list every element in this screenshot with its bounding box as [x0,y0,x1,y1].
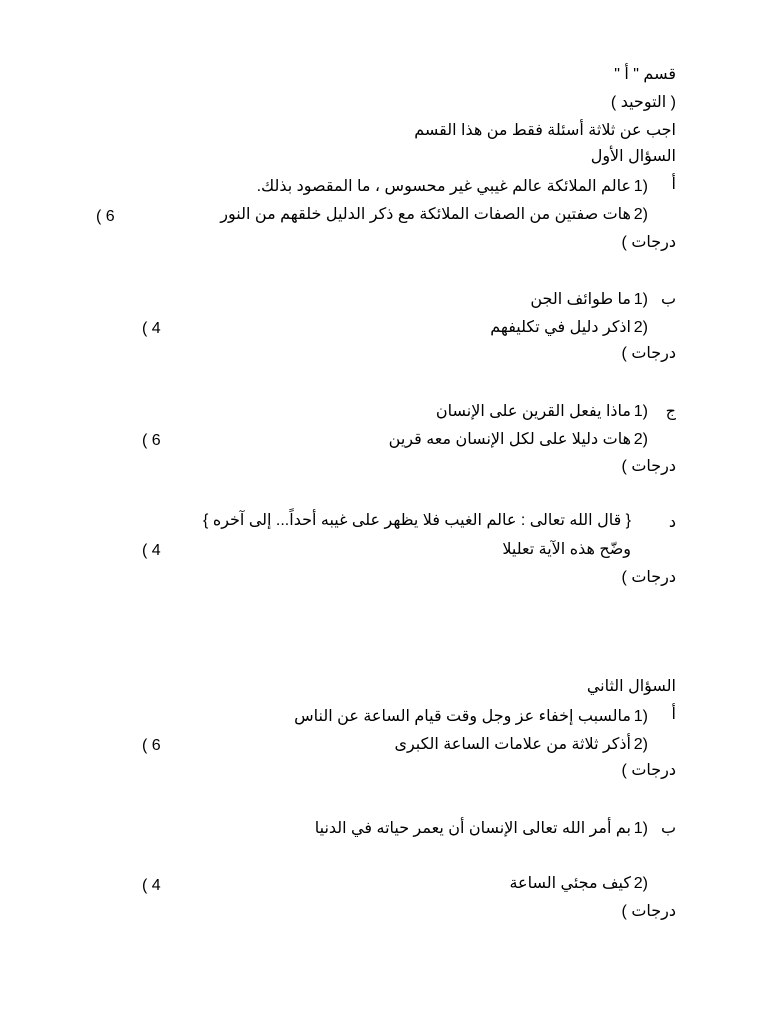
q1-a-letter: أ [671,176,676,193]
q1-c-grades: درجات ) [621,458,676,475]
q1-b-grades: درجات ) [621,345,676,362]
section-heading: قسم " أ " [614,66,676,83]
q2-b-number-1: 1) [633,820,648,837]
q2-b-letter: ب [660,820,676,837]
q1-c-letter: ج [665,403,676,420]
q1-b-item-2: اذكر دليل في تكليفهم [490,319,631,336]
q1-b-mark: ( 4 [142,320,161,337]
q1-a-mark: ( 6 [96,208,115,225]
q1-d-letter: د [668,514,676,531]
q2-b-number-2: 2) [633,875,648,892]
q1-b-item-1: ما طوائف الجن [530,291,631,308]
q2-b-mark: ( 4 [142,877,161,894]
q1-c-mark: ( 6 [142,432,161,449]
subject-heading: ( التوحيد ) [610,94,676,111]
q2-a-item-1: مالسبب إخفاء عز وجل وقت قيام الساعة عن الناس [294,708,631,725]
instruction-text: اجب عن ثلاثة أسئلة فقط من هذا القسم [414,122,676,139]
q1-a-item-1: عالم الملائكة عالم غيبي غير محسوس ، ما المقصود بذلك. [256,178,631,195]
q1-a-number-2: 2) [633,206,648,223]
q1-c-number-1: 1) [633,403,648,420]
q2-a-mark: ( 6 [142,737,161,754]
question-2-title: السؤال الثاني [586,678,676,695]
q1-b-letter: ب [660,291,676,308]
q2-b-grades: درجات ) [621,903,676,920]
q1-a-number-1: 1) [633,178,648,195]
q2-a-number-1: 1) [633,708,648,725]
q2-b-item-1: بم أمر الله تعالى الإنسان أن يعمر حياته في الدنيا [314,820,631,837]
q2-a-grades: درجات ) [621,762,676,779]
q1-a-item-2: هات صفتين من الصفات الملائكة مع ذكر الدليل خلقهم من النور [220,206,631,223]
q1-a-grades: درجات ) [621,234,676,251]
q1-d-grades: درجات ) [621,569,676,586]
q1-d-verse: { قال الله تعالى : عالم الغيب فلا يظهر على غيبه أحداً... إلى آخره } [203,512,631,529]
q2-b-item-2: كيف مجئي الساعة [509,875,631,892]
q1-b-number-1: 1) [633,291,648,308]
q1-d-mark: ( 4 [142,542,161,559]
q1-c-number-2: 2) [633,431,648,448]
q1-c-item-1: ماذا يفعل القرين على الإنسان [435,403,631,420]
q1-d-item-2: وضّح هذه الآية تعليلا [502,541,631,558]
q1-c-item-2: هات دليلا على لكل الإنسان معه قرين [388,431,631,448]
q2-a-item-2: أذكر ثلاثة من علامات الساعة الكبرى [394,736,631,753]
q2-a-letter: أ [671,706,676,723]
q2-a-number-2: 2) [633,736,648,753]
question-1-title: السؤال الأول [590,148,676,165]
q1-b-number-2: 2) [633,319,648,336]
